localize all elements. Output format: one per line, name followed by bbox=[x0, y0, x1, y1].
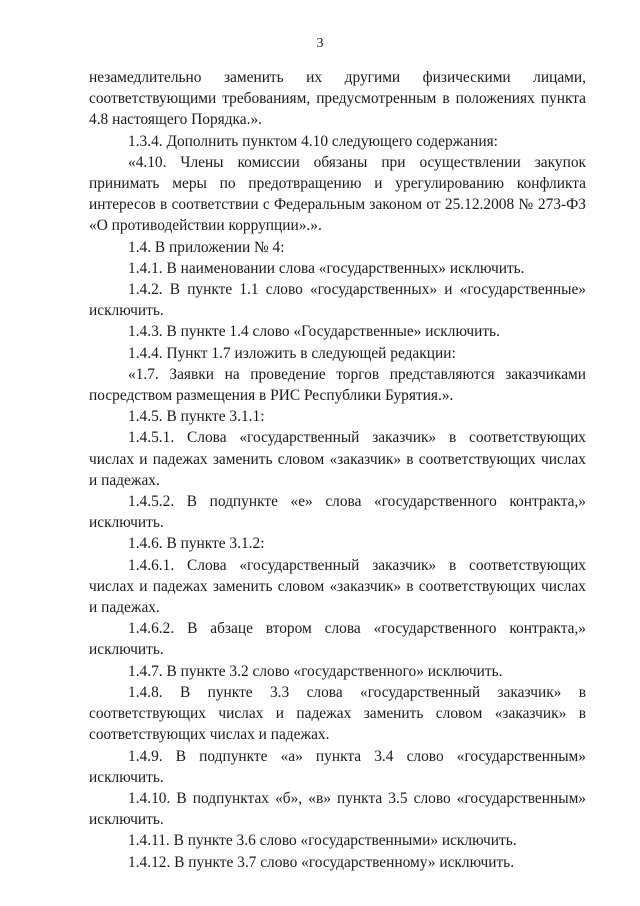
paragraph: 1.4.7. В пункте 3.2 слово «государственного» исключить. bbox=[128, 662, 503, 680]
paragraph: 1.4.5.2. В подпункте «е» слова «государственного контракта,» исключить. bbox=[89, 493, 586, 532]
paragraph: 1.4.8. В пункте 3.3 слова «государственный заказчик» в соответствующих числах и падежах заменить словом «заказчик» в соответствующих числах и падежах. bbox=[89, 683, 586, 744]
paragraph: 1.4.5.1. Слова «государственный заказчик» в соответствующих числах и падежах заменить словом «заказчик» в соответствующих числах и падежах. bbox=[89, 429, 586, 489]
paragraph: «4.10. Члены комиссии обязаны при осуществлении закупок принимать меры по предотвращению и урегулированию конфликта интересов в соответствии с Федеральным законом от 25.12.2008 № 273-ФЗ «О противодействии коррупции».». bbox=[89, 153, 586, 235]
paragraph: 1.4.3. В пункте 1.4 слово «Государственные» исключить. bbox=[128, 323, 500, 341]
paragraph: 1.4.6. В пункте 3.1.2: bbox=[128, 535, 265, 553]
paragraph: 1.4. В приложении № 4: bbox=[128, 238, 285, 256]
paragraph: 1.3.4. Дополнить пунктом 4.10 следующего содержания: bbox=[128, 132, 498, 150]
page-number: 3 bbox=[316, 36, 324, 51]
paragraph: 1.4.5. В пункте 3.1.1: bbox=[128, 408, 265, 426]
paragraph: 1.4.10. В подпунктах «б», «в» пункта 3.5 слово «государственным» исключить. bbox=[89, 789, 586, 829]
paragraph: 1.4.4. Пункт 1.7 изложить в следующей редакции: bbox=[128, 344, 456, 362]
paragraph: 1.4.12. В пункте 3.7 слово «государственному» исключить. bbox=[128, 853, 515, 871]
paragraph: незамедлительно заменить их другими физическими лицами, соответствующими требованиям, предусмотренным в положениях пункта 4.8 настоящего Порядка.». bbox=[89, 69, 586, 129]
paragraph: 1.4.6.2. В абзаце втором слова «государственного контракта,» исключить. bbox=[89, 620, 586, 659]
paragraph: «1.7. Заявки на проведение торгов представляются заказчиками посредством размещения в РИС Республики Бурятия.». bbox=[89, 365, 586, 405]
paragraph: 1.4.6.1. Слова «государственный заказчик» в соответствующих числах и падежах заменить словом «заказчик» в соответствующих числах и падежах. bbox=[89, 556, 586, 617]
paragraph: 1.4.1. В наименовании слова «государственных» исключить. bbox=[128, 259, 525, 277]
paragraph: 1.4.9. В подпункте «а» пункта 3.4 слово «государственным» исключить. bbox=[89, 747, 586, 786]
paragraph: 1.4.2. В пункте 1.1 слово «государственных» и «государственные» исключить. bbox=[89, 281, 586, 320]
paragraph: 1.4.11. В пункте 3.6 слово «государственными» исключить. bbox=[128, 832, 517, 850]
document-body bbox=[89, 67, 586, 873]
